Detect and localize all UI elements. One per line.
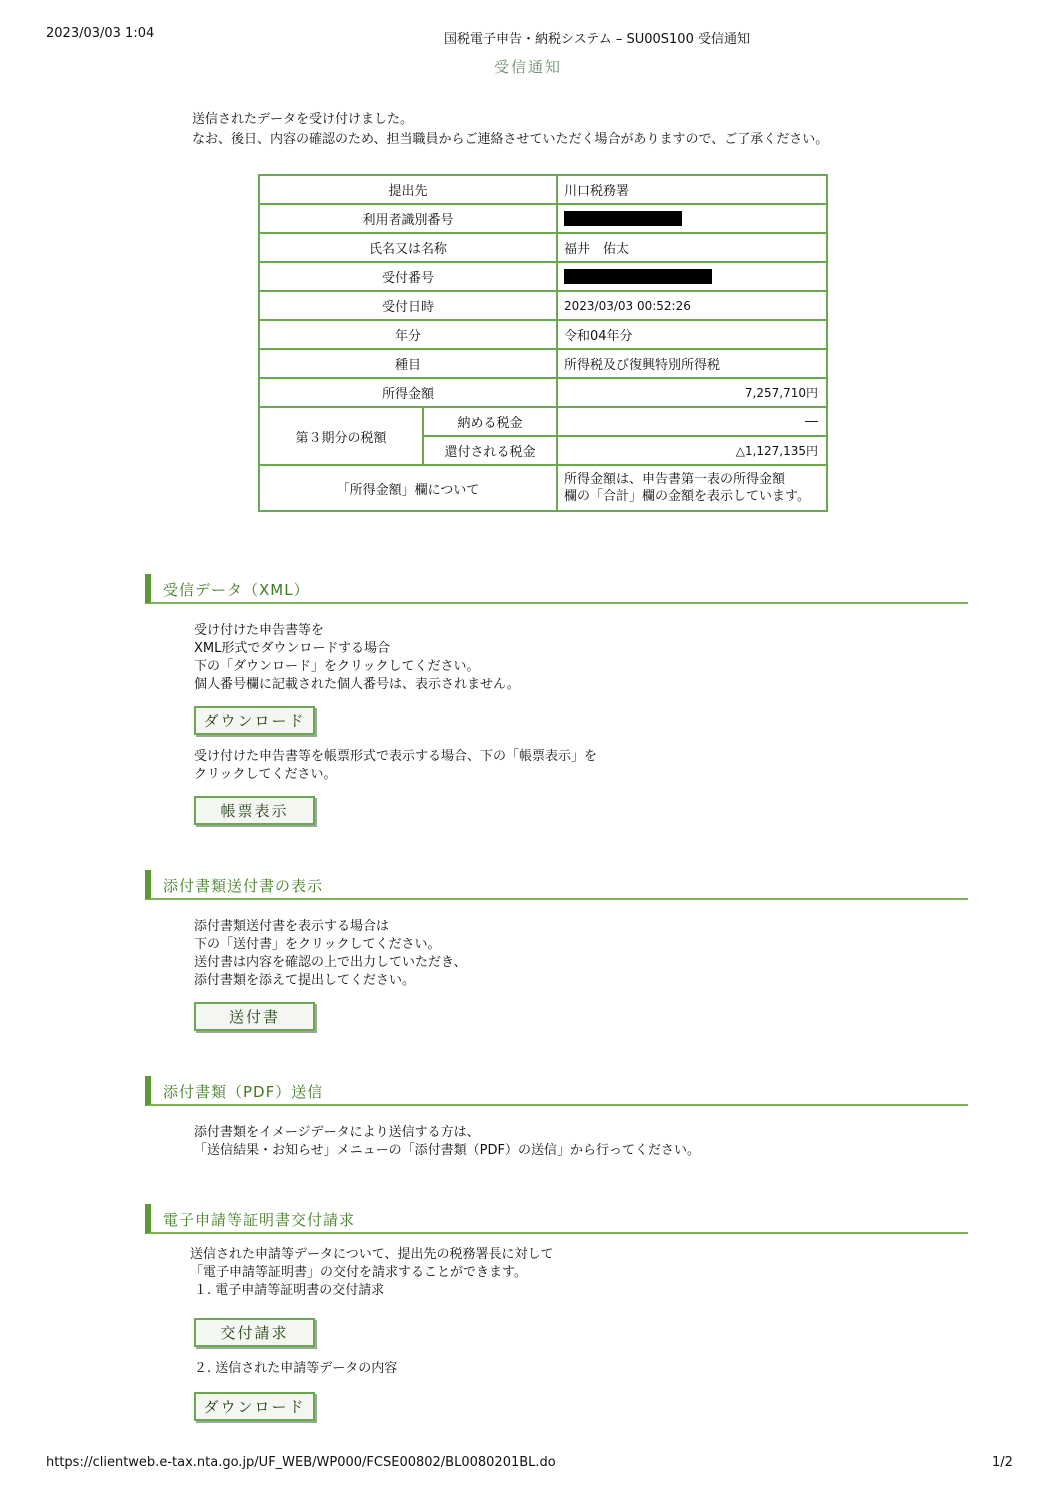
year-label: 年分 — [259, 320, 557, 349]
text-line: クリックしてください。 — [194, 767, 337, 782]
income-note-line-2: 欄の「合計」欄の金額を表示しています。 — [564, 489, 810, 504]
tax-payable-label: 納める税金 — [423, 407, 557, 436]
submit-to-value: 川口税務署 — [557, 175, 827, 204]
received-data-description — [194, 622, 520, 694]
income-note-line-1: 所得金額は、申告書第一表の所得金額 — [564, 472, 786, 487]
user-id-label: 利用者識別番号 — [259, 204, 557, 233]
income-note-value — [557, 465, 827, 511]
income-note-label: 「所得金額」欄について — [259, 465, 557, 511]
text-line: 受け付けた申告書等を — [194, 623, 325, 638]
cover-letter-button[interactable]: 送付書 — [194, 1002, 315, 1031]
tax-type-value: 所得税及び復興特別所得税 — [557, 349, 827, 378]
text-line: 添付書類を添えて提出してください。 — [194, 973, 416, 988]
form-view-button[interactable]: 帳票表示 — [194, 796, 315, 825]
certificate-request-description — [190, 1246, 553, 1300]
download-xml-button[interactable]: ダウンロード — [194, 706, 315, 735]
user-id-value — [557, 204, 827, 233]
text-line: 送付書は内容を確認の上で出力していただき、 — [194, 955, 467, 970]
name-label: 氏名又は名称 — [259, 233, 557, 262]
section-attachment-cover-title: 添付書類送付書の表示 — [163, 877, 324, 895]
text-line: 「送信結果・お知らせ」メニューの「添付書類（PDF）の送信」から行ってください。 — [194, 1143, 700, 1158]
section-received-data-title: 受信データ（XML） — [163, 581, 310, 599]
redaction-bar — [564, 269, 712, 284]
certificate-request-button[interactable]: 交付請求 — [194, 1318, 315, 1347]
print-datetime: 2023/03/03 1:04 — [46, 26, 155, 41]
receipt-number-value — [557, 262, 827, 291]
text-line: 下の「ダウンロード」をクリックしてください。 — [194, 659, 480, 674]
text-line: XML形式でダウンロードする場合 — [194, 641, 390, 656]
text-line: 「電子申請等証明書」の交付を請求することができます。 — [190, 1265, 527, 1280]
text-line: 送信された申請等データについて、提出先の税務署長に対して — [190, 1247, 554, 1262]
year-value: 令和04年分 — [557, 320, 827, 349]
section-received-data — [145, 574, 968, 604]
income-label: 所得金額 — [259, 378, 557, 407]
footer-page-number: 1/2 — [992, 1455, 1013, 1470]
redaction-bar — [564, 211, 682, 226]
text-line: 添付書類送付書を表示する場合は — [194, 919, 390, 934]
attachment-pdf-description — [194, 1124, 700, 1160]
certificate-item-1: １. 電子申請等証明書の交付請求 — [194, 1283, 385, 1298]
receipt-datetime-value: 2023/03/03 00:52:26 — [557, 291, 827, 320]
certificate-item-2: ２. 送信された申請等データの内容 — [194, 1361, 398, 1376]
footer-url: https://clientweb.e-tax.nta.go.jp/UF_WEB/WP000/FCSE00802/BL0080201BL.do — [46, 1455, 556, 1470]
tax-refund-label: 還付される税金 — [423, 436, 557, 465]
form-view-description — [194, 748, 597, 784]
text-line: 個人番号欄に記載された個人番号は、表示されません。 — [194, 677, 520, 692]
receipt-number-label: 受付番号 — [259, 262, 557, 291]
attachment-cover-description — [194, 918, 466, 990]
tax-payable-value: ― — [557, 407, 827, 436]
text-line: 受け付けた申告書等を帳票形式で表示する場合、下の「帳票表示」を — [194, 749, 598, 764]
section-attachment-cover — [145, 870, 968, 900]
submit-to-label: 提出先 — [259, 175, 557, 204]
name-value: 福井 佑太 — [557, 233, 827, 262]
intro-line-1: 送信されたデータを受け付けました。 — [192, 112, 414, 127]
download-submitted-data-button[interactable]: ダウンロード — [194, 1392, 315, 1421]
section-attachment-pdf-title: 添付書類（PDF）送信 — [163, 1083, 324, 1101]
text-line: 下の「送付書」をクリックしてください。 — [194, 937, 441, 952]
receipt-table — [258, 174, 828, 512]
tax-refund-value: △1,127,135円 — [557, 436, 827, 465]
section-certificate-request — [145, 1204, 968, 1234]
income-value: 7,257,710円 — [557, 378, 827, 407]
third-period-tax-label: 第３期分の税額 — [259, 407, 423, 465]
text-line: 添付書類をイメージデータにより送信する方は、 — [194, 1125, 480, 1140]
section-attachment-pdf — [145, 1076, 968, 1106]
tax-type-label: 種目 — [259, 349, 557, 378]
intro-line-2: なお、後日、内容の確認のため、担当職員からご連絡させていただく場合がありますので、ご了承ください。 — [192, 132, 829, 147]
receipt-datetime-label: 受付日時 — [259, 291, 557, 320]
page-subtitle: 受信通知 — [494, 58, 563, 76]
section-certificate-request-title: 電子申請等証明書交付請求 — [163, 1211, 356, 1229]
intro-text — [192, 110, 828, 150]
page-title: 国税電子申告・納税システム – SU00S100 受信通知 — [444, 32, 750, 47]
